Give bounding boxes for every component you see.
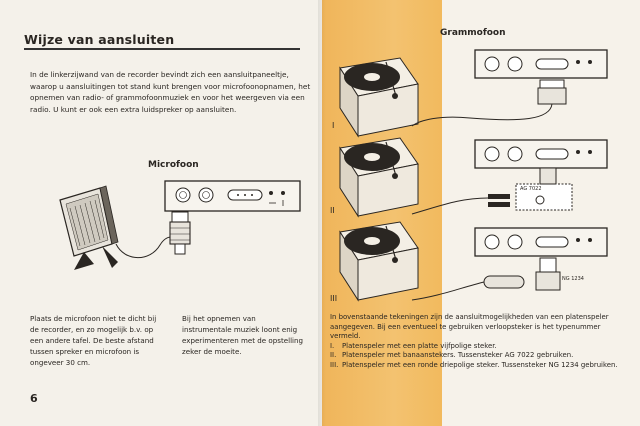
turntable-1 bbox=[340, 58, 418, 136]
list-number-3: III. bbox=[330, 360, 339, 369]
list-text-2: Platenspeler met banaanstekers. Tussensteker AG 7022 gebruiken. bbox=[342, 351, 574, 360]
mic-text-left: Plaats de microfoon niet te dicht bij de recorder, en zo mogelijk b.v. op een andere tafel. De beste afstand tussen spreker en microfoon is ongeveer 30 cm. bbox=[30, 314, 157, 367]
turntable-2 bbox=[340, 138, 418, 216]
adapter-label-ng1234: NG 1234 bbox=[562, 276, 584, 282]
turntable-3 bbox=[340, 222, 418, 300]
recorder-panel-2 bbox=[475, 140, 607, 168]
page-title: Wijze van aansluiten bbox=[24, 32, 175, 47]
list-number-2: II. bbox=[330, 351, 337, 360]
list-item bbox=[330, 361, 622, 371]
roman-numeral-3: III bbox=[330, 294, 338, 303]
list-number-1: I. bbox=[330, 341, 335, 350]
gramophone-instructions bbox=[330, 313, 622, 371]
list-item bbox=[330, 342, 622, 352]
list-text-3: Platenspeler met een ronde driepolige steker. Tussensteker NG 1234 gebruiken. bbox=[342, 360, 618, 369]
mic-text-right: Bij het opnemen van instrumentale muziek loont enig experimenteren met de opstelling zeker de moeite. bbox=[182, 314, 304, 356]
cable-2 bbox=[412, 198, 488, 214]
adapter-label-ag7022: AG 7022 bbox=[520, 186, 542, 192]
roman-numeral-1: I bbox=[332, 121, 335, 130]
banana-plugs bbox=[488, 194, 510, 207]
recorder-panel-1 bbox=[475, 50, 607, 78]
roman-numeral-2: II bbox=[330, 206, 335, 215]
recorder-panel-3 bbox=[475, 228, 607, 256]
cable-1 bbox=[412, 104, 552, 126]
gramophone-intro: In bovenstaande tekeningen zijn de aansluitmogelijkheden van een platenspeler aangegeven. Bij een eventueel te gebruiken verloopsteker is het typenummer vermeld. bbox=[330, 313, 609, 341]
round-plug bbox=[484, 276, 524, 288]
list-item bbox=[330, 351, 622, 361]
list-text-1: Platenspeler met een platte vijfpolige steker. bbox=[342, 341, 497, 350]
cable-3 bbox=[412, 282, 484, 300]
gramophone-heading: Grammofoon bbox=[440, 28, 506, 38]
microphone-heading: Microfoon bbox=[148, 160, 199, 170]
intro-paragraph: In de linkerzijwand van de recorder bevindt zich een aansluitpaneeltje, waarop u aansluitingen tot stand kunt brengen voor microfoonopnamen, het opnemen van radio- of grammofoonmuziek en voor het weergeven via een radio. U kunt er ook een extra luidspreker op aansluiten. bbox=[30, 70, 311, 114]
page-number: 6 bbox=[30, 392, 38, 405]
plug-five-pin bbox=[538, 80, 566, 104]
adapter-ng1234 bbox=[536, 258, 560, 290]
